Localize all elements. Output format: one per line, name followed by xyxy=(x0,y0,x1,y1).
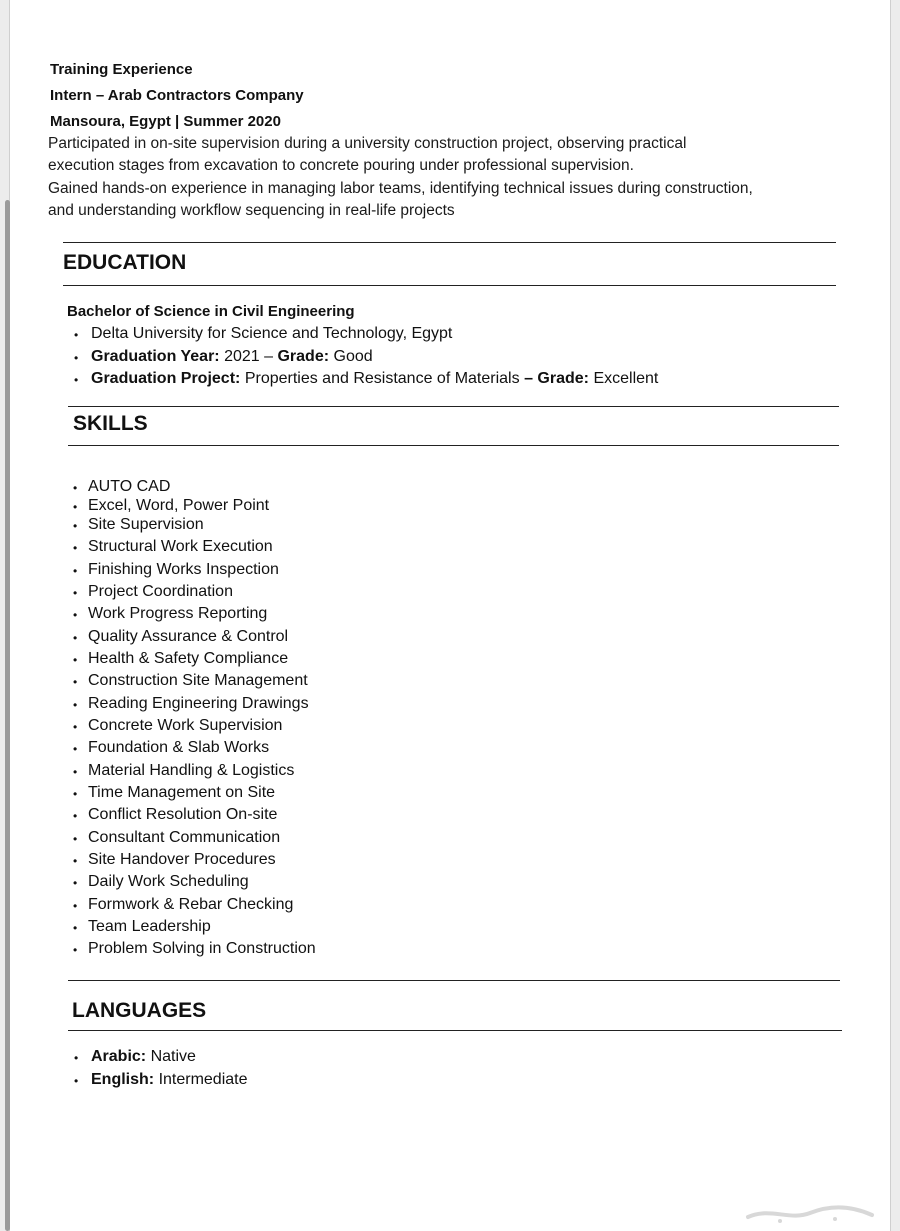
bullet: • xyxy=(73,564,78,578)
divider xyxy=(68,445,839,446)
bullet: • xyxy=(74,373,79,387)
project-grade-label: Grade: xyxy=(537,370,589,387)
training-line: execution stages from excavation to concrete pouring under professional supervision. xyxy=(48,157,634,174)
grade-label: Grade: xyxy=(277,348,330,365)
bullet: • xyxy=(73,653,78,667)
bullet: • xyxy=(73,899,78,913)
education-degree: Bachelor of Science in Civil Engineering xyxy=(67,303,355,320)
language-value: Native xyxy=(150,1048,196,1065)
divider xyxy=(68,406,839,407)
bullet: • xyxy=(74,1051,79,1065)
right-frame-edge xyxy=(890,0,891,1231)
divider xyxy=(68,1030,842,1031)
bullet: • xyxy=(73,921,78,935)
skill-item: Site Handover Procedures xyxy=(88,851,276,868)
project-value: Properties and Resistance of Materials xyxy=(244,370,520,387)
divider xyxy=(68,980,840,981)
bullet: • xyxy=(73,854,78,868)
training-line: Gained hands-on experience in managing labor teams, identifying technical issues during construction, xyxy=(48,180,753,197)
skill-item: Reading Engineering Drawings xyxy=(88,695,309,712)
skills-heading: SKILLS xyxy=(73,412,148,435)
skill-item: Finishing Works Inspection xyxy=(88,561,279,578)
education-heading: EDUCATION xyxy=(63,251,187,274)
language-value: Intermediate xyxy=(158,1071,248,1088)
divider xyxy=(63,285,836,286)
skill-item: Excel, Word, Power Point xyxy=(88,497,270,514)
skill-item: Daily Work Scheduling xyxy=(88,873,249,890)
education-project xyxy=(91,370,658,388)
bullet: • xyxy=(73,608,78,622)
project-label: Graduation Project: xyxy=(91,370,241,387)
language-label: Arabic: xyxy=(91,1048,147,1065)
bullet: • xyxy=(74,351,79,365)
skill-item: Team Leadership xyxy=(88,918,211,935)
skill-item: Work Progress Reporting xyxy=(88,605,268,622)
skill-item: Quality Assurance & Control xyxy=(88,628,289,645)
training-line: and understanding workflow sequencing in real-life projects xyxy=(48,202,455,219)
right-frame xyxy=(890,0,900,1231)
bullet: • xyxy=(73,500,78,514)
bullet: • xyxy=(73,876,78,890)
training-heading: Training Experience xyxy=(50,61,193,78)
bullet: • xyxy=(73,787,78,801)
skill-item: Consultant Communication xyxy=(88,829,281,846)
bullet: • xyxy=(73,675,78,689)
grad-year-label: Graduation Year: xyxy=(91,348,220,365)
divider xyxy=(63,242,836,243)
project-grade-value: Excellent xyxy=(593,370,659,387)
skill-item: AUTO CAD xyxy=(88,478,171,495)
scrollbar-thumb[interactable] xyxy=(5,200,10,1231)
bullet: • xyxy=(73,742,78,756)
skill-item: Formwork & Rebar Checking xyxy=(88,896,294,913)
bullet: • xyxy=(74,328,79,342)
skill-item: Health & Safety Compliance xyxy=(88,650,289,667)
language-label: English: xyxy=(91,1071,155,1088)
training-line: Participated in on-site supervision during a university construction project, observing practical xyxy=(48,135,687,152)
bullet: • xyxy=(73,720,78,734)
grad-year-value: 2021 – xyxy=(224,348,274,365)
skill-item: Time Management on Site xyxy=(88,784,276,801)
bullet: • xyxy=(73,631,78,645)
bullet: • xyxy=(73,698,78,712)
skill-item: Concrete Work Supervision xyxy=(88,717,283,734)
language-item xyxy=(91,1071,248,1089)
skill-item: Conflict Resolution On-site xyxy=(88,806,278,823)
bullet: • xyxy=(73,765,78,779)
bullet: • xyxy=(73,832,78,846)
bullet: • xyxy=(73,519,78,533)
project-sep: – xyxy=(524,370,533,387)
skill-item: Project Coordination xyxy=(88,583,233,600)
grade-value: Good xyxy=(333,348,373,365)
bullet: • xyxy=(73,809,78,823)
skill-item: Problem Solving in Construction xyxy=(88,940,316,957)
bullet: • xyxy=(73,943,78,957)
skill-item: Site Supervision xyxy=(88,516,204,533)
bullet: • xyxy=(73,481,78,495)
language-item xyxy=(91,1048,196,1066)
education-university: Delta University for Science and Technology, Egypt xyxy=(91,325,453,342)
training-location: Mansoura, Egypt | Summer 2020 xyxy=(50,113,281,130)
skill-item: Structural Work Execution xyxy=(88,538,273,555)
skill-item: Material Handling & Logistics xyxy=(88,762,295,779)
training-role: Intern – Arab Contractors Company xyxy=(50,87,304,104)
skill-item: Construction Site Management xyxy=(88,672,308,689)
languages-heading: LANGUAGES xyxy=(72,999,207,1022)
watermark-logo xyxy=(740,1199,880,1225)
bullet: • xyxy=(73,586,78,600)
bullet: • xyxy=(74,1074,79,1088)
skill-item: Foundation & Slab Works xyxy=(88,739,270,756)
bullet: • xyxy=(73,541,78,555)
education-grad-year xyxy=(91,348,373,366)
